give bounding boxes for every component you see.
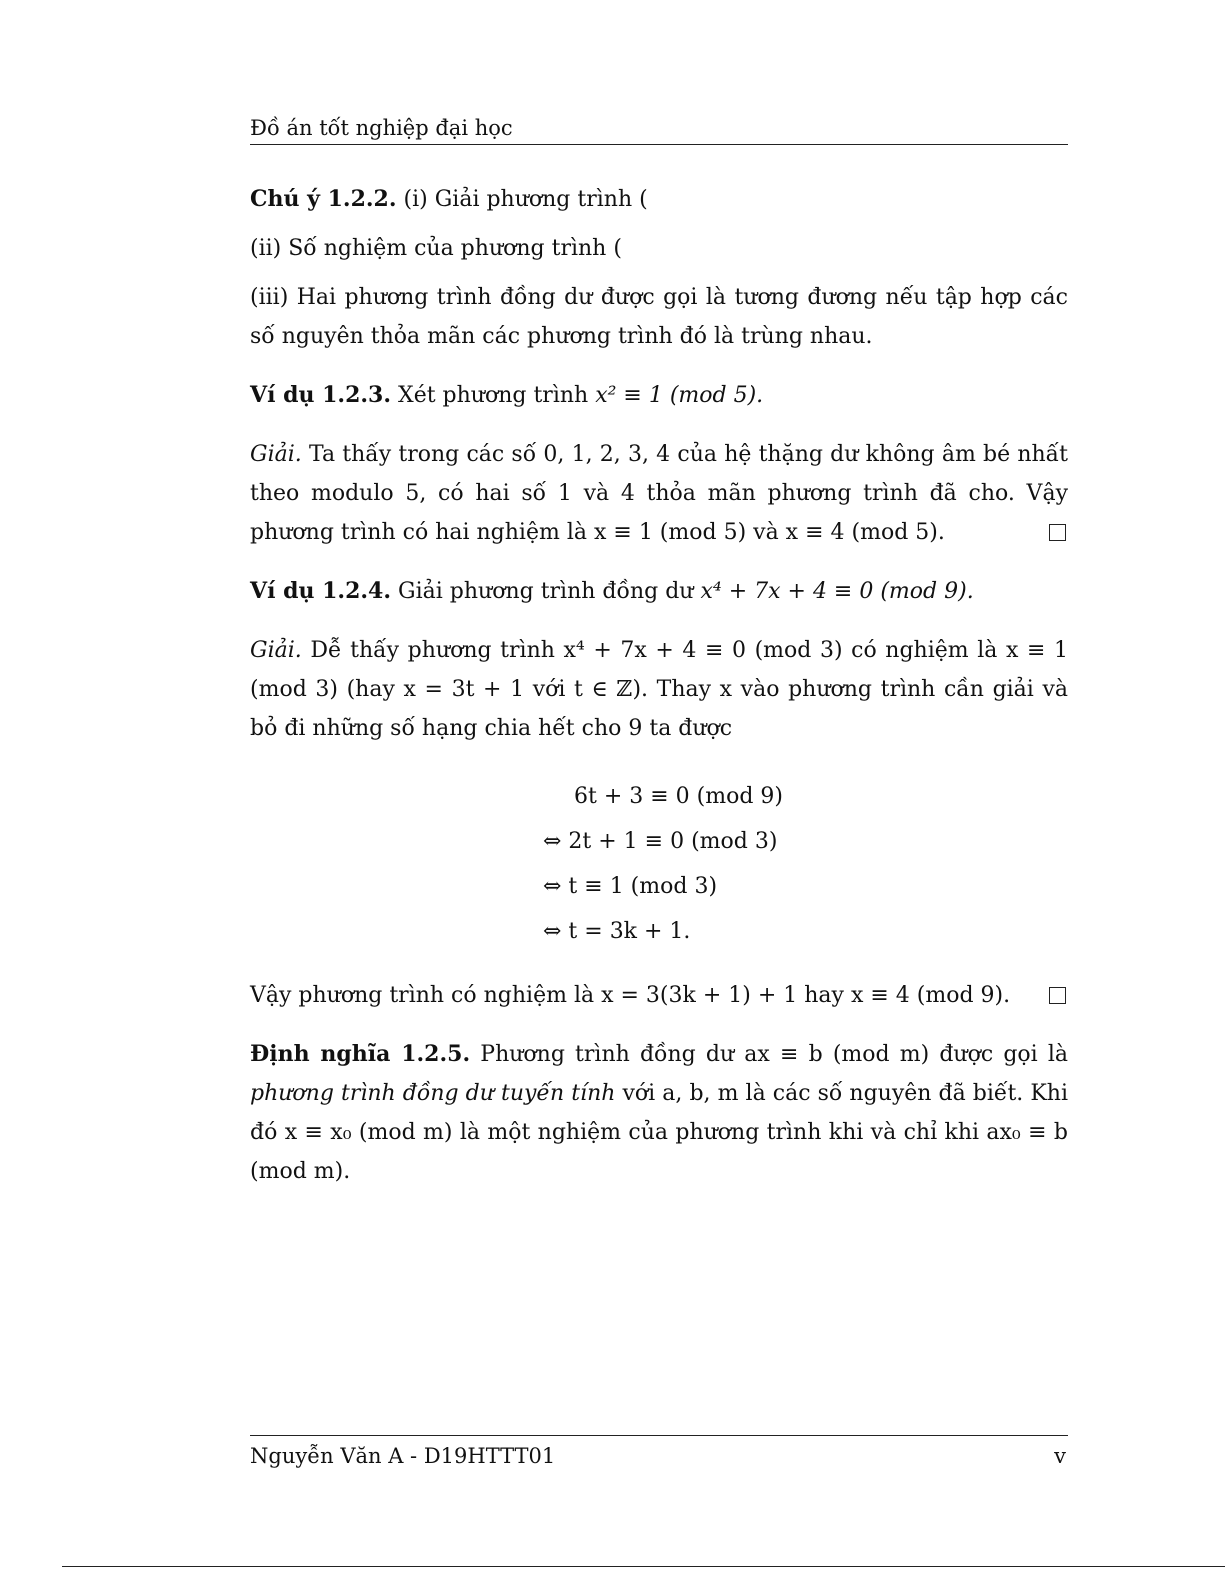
note-item-i (250, 180, 1068, 219)
conclusion-text: Vậy phương trình có nghiệm là x = 3(3k + 1) + 1 hay x ≡ 4 (mod 9). (250, 983, 1011, 1008)
note-item-ii (250, 229, 1068, 268)
note-i-text: (i) Giải phương trình ( (403, 187, 648, 212)
note-iii-text: (iii) Hai phương trình đồng dư được gọi là tương đương nếu tập hợp các số nguyên thỏa mãn các phương trình đó là trùng nhau. (250, 285, 1068, 349)
equation-line (250, 864, 1068, 909)
example-1-text: Xét phương trình (398, 383, 589, 408)
display-equations (250, 774, 1068, 954)
example-2-conclusion (250, 976, 1068, 1015)
solution-1-text: Ta thấy trong các số 0, 1, 2, 3, 4 của hệ thặng dư không âm bé nhất theo modulo 5, có hai số 1 và 4 thỏa mãn phương trình đã cho. Vậy phương trình có hai nghiệm là x ≡ 1 (mod 5) và x ≡ 4 (mod 5). (250, 442, 1068, 545)
page-body (250, 180, 1068, 1191)
page-number: v (1054, 1444, 1066, 1468)
example-1-label: Ví dụ 1.2.3. (250, 382, 392, 408)
example-2-text: Giải phương trình đồng dư (398, 579, 694, 604)
definition-text-a: Phương trình đồng dư ax ≡ b (mod m) được gọi là (480, 1042, 1068, 1067)
equation-line-1: 6t + 3 ≡ 0 (mod 9) (574, 784, 784, 809)
equation-line (250, 774, 1068, 819)
example-2-label: Ví dụ 1.2.4. (250, 578, 392, 604)
equation-line-2: ⇔ 2t + 1 ≡ 0 (mod 3) (543, 829, 778, 854)
definition-label: Định nghĩa 1.2.5. (250, 1041, 471, 1067)
equation-line-3: ⇔ t ≡ 1 (mod 3) (543, 874, 718, 899)
definition-text-b: với a, b, m là các số nguyên đã biết. Khi đó x ≡ x₀ (mod m) là một nghiệm của phương trình khi và chỉ khi ax₀ ≡ b (mod m). (250, 1081, 1068, 1184)
example-1-statement (250, 376, 1068, 415)
example-2-statement (250, 572, 1068, 611)
definition-term: phương trình đồng dư tuyến tính (250, 1081, 616, 1106)
header-title: Đồ án tốt nghiệp đại học (250, 116, 513, 140)
footer-author: Nguyễn Văn A - D19HTTT01 (250, 1444, 556, 1468)
qed-square-icon (1049, 524, 1066, 541)
example-2-solution (250, 631, 1068, 748)
note-label: Chú ý 1.2.2. (250, 186, 397, 212)
example-1-solution (250, 435, 1068, 552)
solution-2-label: Giải. (250, 638, 302, 663)
example-2-equation: x⁴ + 7x + 4 ≡ 0 (mod 9). (700, 579, 974, 604)
bottom-rule (62, 1566, 1225, 1567)
equation-line-4: ⇔ t = 3k + 1. (543, 919, 691, 944)
note-ii-text: (ii) Số nghiệm của phương trình ( (250, 236, 622, 261)
note-item-iii (250, 278, 1068, 356)
definition-1-2-5 (250, 1035, 1068, 1191)
equation-line (250, 819, 1068, 864)
equation-line (250, 909, 1068, 954)
running-footer (250, 1435, 1068, 1470)
solution-2-text: Dễ thấy phương trình x⁴ + 7x + 4 ≡ 0 (mod 3) có nghiệm là x ≡ 1 (mod 3) (hay x = 3t + 1 với t ∈ ℤ). Thay x vào phương trình cần giải và bỏ đi những số hạng chia hết cho 9 ta được (250, 638, 1069, 741)
running-header (250, 114, 1068, 145)
example-1-equation: x² ≡ 1 (mod 5). (595, 383, 764, 408)
qed-square-icon (1049, 987, 1066, 1004)
solution-1-label: Giải. (250, 442, 302, 467)
